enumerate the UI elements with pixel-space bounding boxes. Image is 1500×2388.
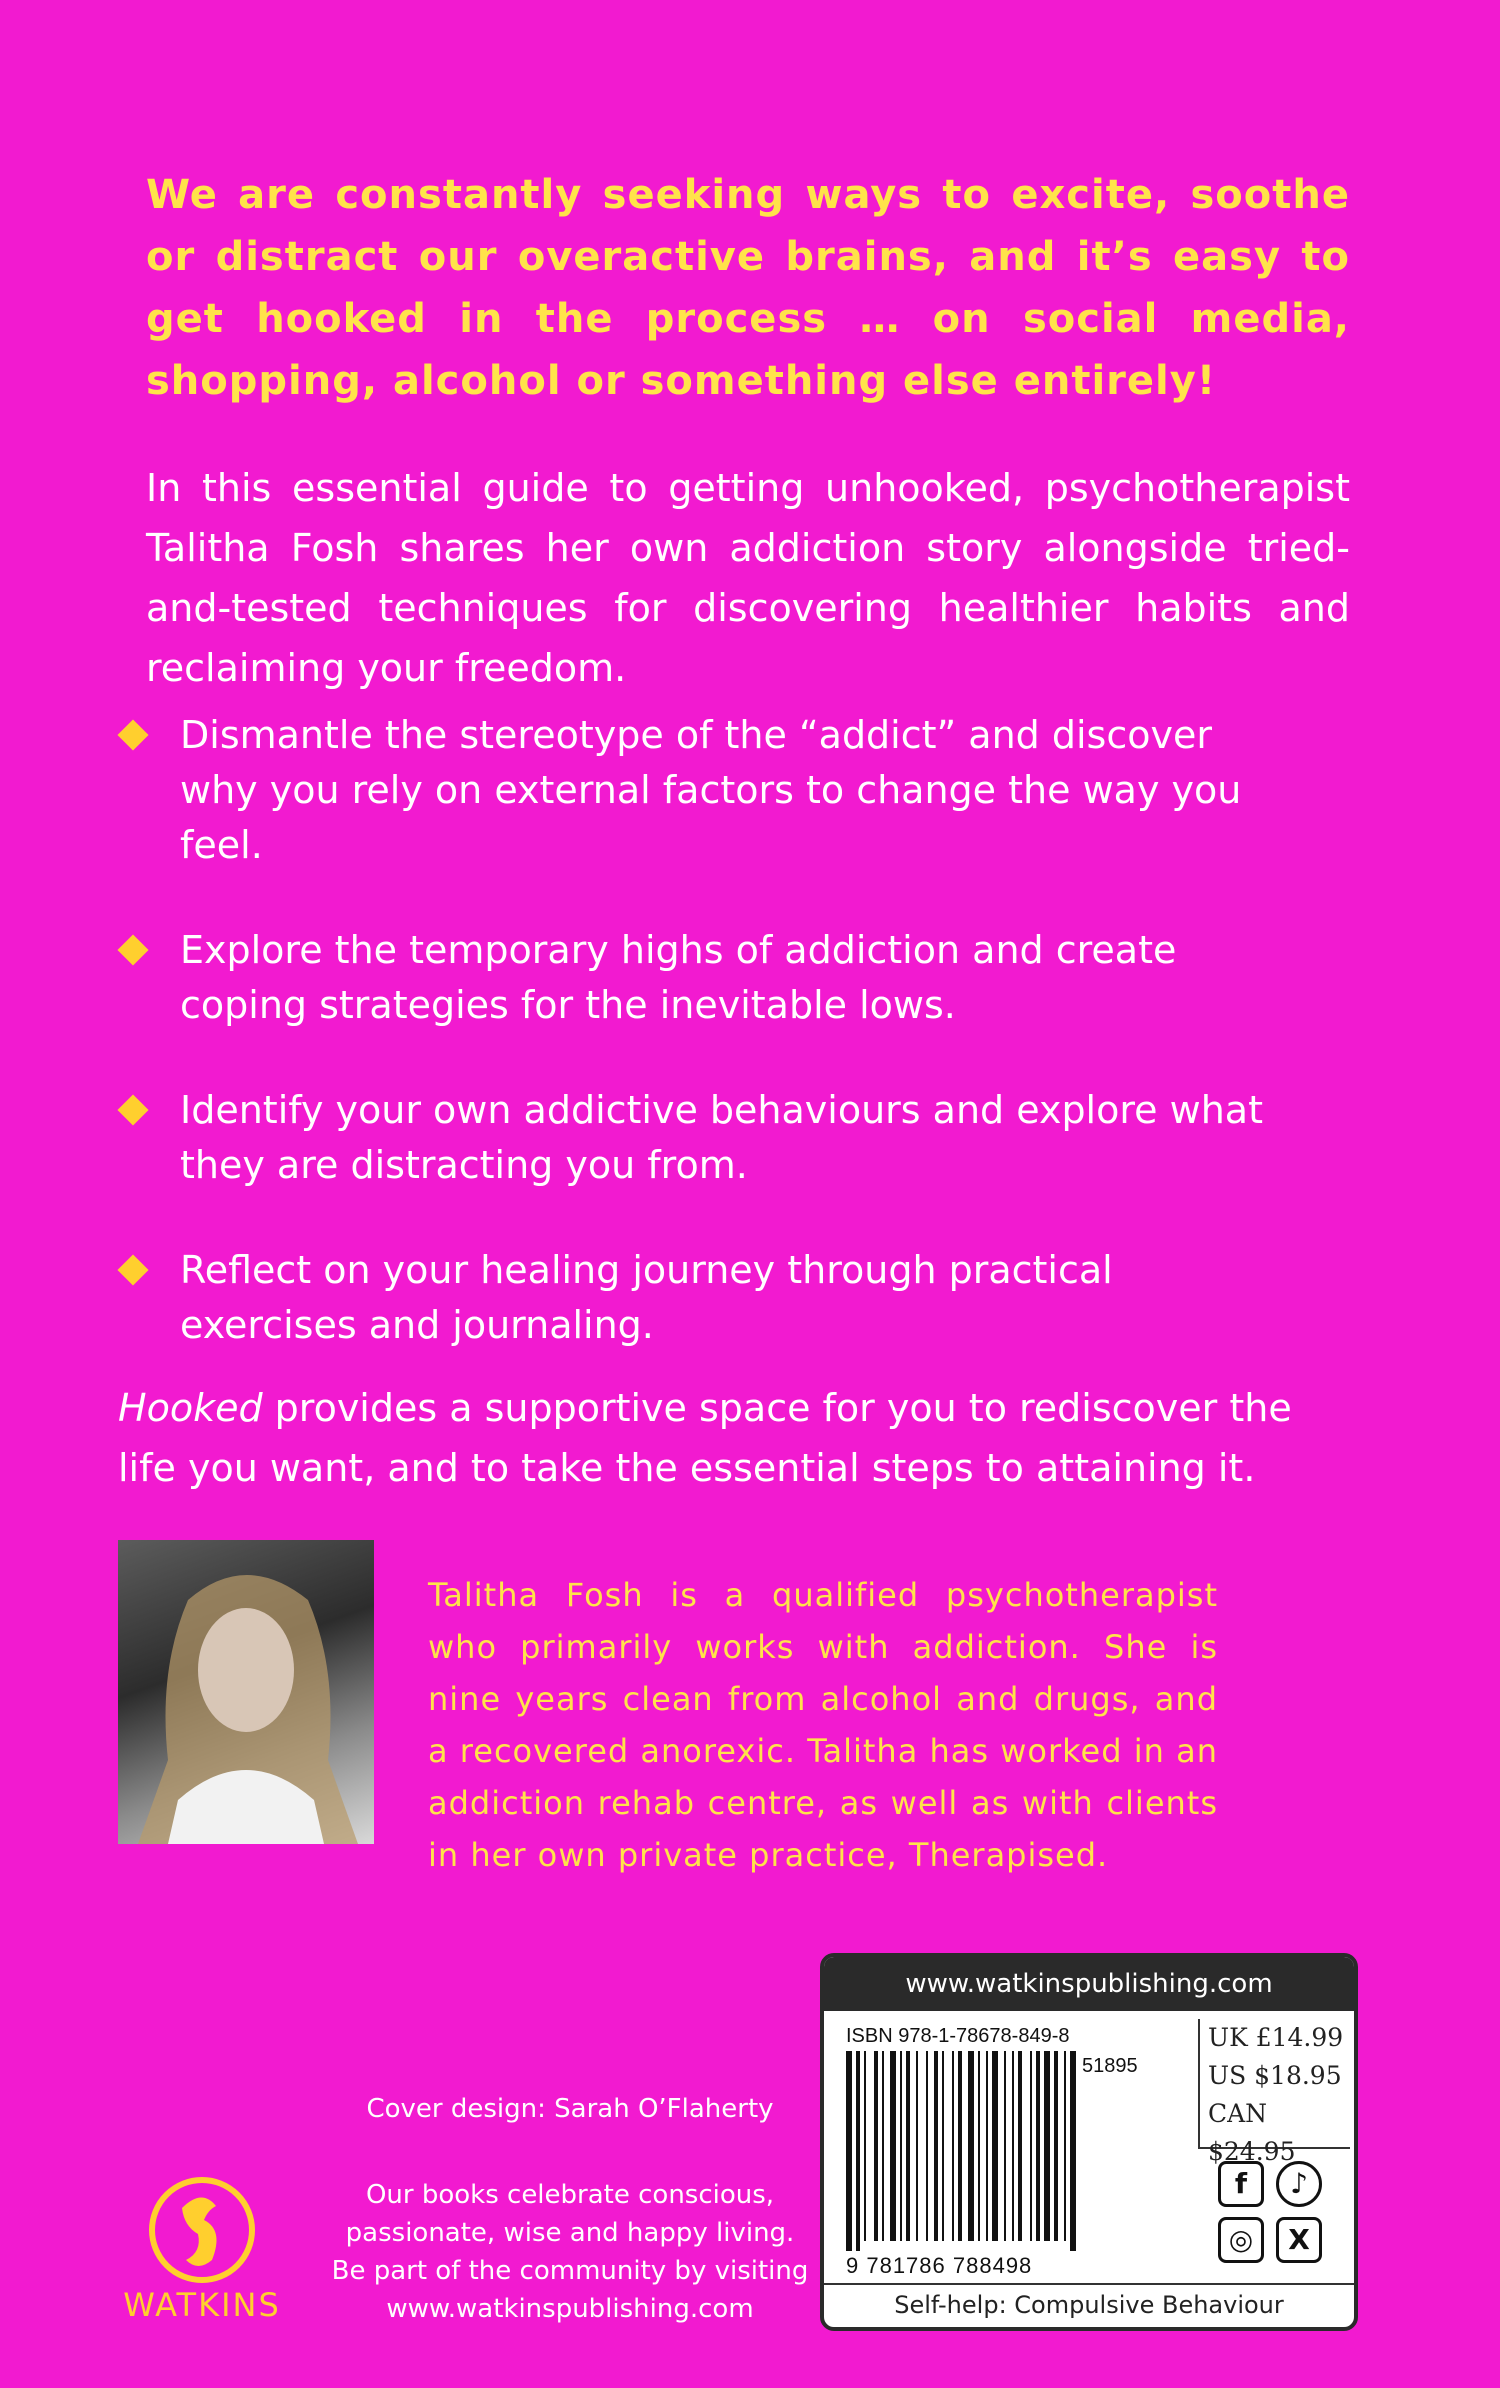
barcode-bar	[890, 2051, 896, 2241]
diamond-bullet-icon	[117, 1254, 148, 1285]
barcode-bar	[916, 2051, 918, 2241]
price-uk: UK £14.99	[1208, 2023, 1344, 2052]
list-item: Identify your own addictive behaviours and explore what they are distracting you from.	[118, 1083, 1298, 1193]
diamond-bullet-icon	[117, 719, 148, 750]
addon-number: 51895	[1082, 2055, 1138, 2077]
list-item: Explore the temporary highs of addiction and create coping strategies for the inevitable lows.	[118, 923, 1298, 1033]
headline-blurb: We are constantly seeking ways to excite, soothe or distract our overactive brains, and it’s easy to get hooked in the process … on social media, shopping, alcohol or something else entirely!	[146, 172, 1350, 404]
barcode-bar	[906, 2051, 910, 2241]
facebook-icon: f	[1218, 2161, 1264, 2207]
barcode-bar	[934, 2051, 938, 2241]
cover-credit: Cover design: Sarah O’Flaherty	[366, 2094, 774, 2124]
barcode-bar	[1030, 2051, 1032, 2241]
barcode-bar	[1054, 2051, 1058, 2241]
publisher-name: WATKINS	[123, 2286, 281, 2324]
barcode-bar	[1012, 2051, 1014, 2241]
price-can: CAN $24.95	[1208, 2099, 1296, 2166]
list-item: Reflect on your healing journey through practical exercises and journaling.	[118, 1243, 1298, 1353]
isbn-number: ISBN 978-1-78678-849-8	[846, 2025, 1070, 2047]
barcode-digits: 9 781786 788498	[846, 2253, 1033, 2278]
barcode-bar	[1070, 2051, 1076, 2251]
barcode-bar	[942, 2051, 944, 2241]
barcode-bar	[958, 2051, 962, 2241]
publisher-url: www.watkinspublishing.com	[824, 1957, 1354, 2011]
community-text: Our books celebrate conscious, passionate, wise and happy living. Be part of the community by visiting www.watkinspublishing.com	[331, 2180, 809, 2324]
book-title: Hooked	[118, 1386, 263, 1430]
diamond-bullet-icon	[117, 934, 148, 965]
barcode-bar	[986, 2051, 988, 2241]
price-us: US $18.95	[1208, 2061, 1342, 2090]
barcode-bar	[882, 2051, 884, 2241]
list-item: Dismantle the stereotype of the “addict” and discover why you rely on external factors to change the way you feel.	[118, 708, 1298, 873]
barcode-bar	[1018, 2051, 1022, 2241]
instagram-icon: ◎	[1218, 2217, 1264, 2263]
price-list	[1198, 2019, 1350, 2166]
diamond-bullet-icon	[117, 1094, 148, 1125]
barcode-bar	[1064, 2051, 1066, 2241]
social-icons	[1214, 2157, 1334, 2267]
author-photo	[118, 1540, 374, 1844]
barcode-bar	[846, 2051, 852, 2251]
barcode-panel	[820, 1953, 1358, 2331]
author-bio: Talitha Fosh is a qualified psychotherapist who primarily works with addiction. She is nine years clean from alcohol and drugs, and a recovered anorexic. Talitha has worked in an addiction rehab centre, as well as with clients in her own private practice, Therapised.	[428, 1576, 1218, 1874]
benefit-list	[118, 708, 1298, 1403]
barcode-bar	[864, 2051, 866, 2241]
barcode-bar	[1004, 2051, 1006, 2241]
intro-paragraph: In this essential guide to getting unhooked, psychotherapist Talitha Fosh shares her own addiction story alongside tried-and-tested techniques for discovering healthier habits and reclaiming your freedom.	[146, 466, 1350, 690]
barcode-bar	[978, 2051, 980, 2241]
barcode-bar	[856, 2051, 860, 2251]
barcode-bar	[1044, 2051, 1050, 2241]
barcode-bar	[952, 2051, 954, 2241]
x-icon: X	[1276, 2217, 1322, 2263]
tiktok-icon: ♪	[1276, 2161, 1322, 2207]
barcode-bar	[1036, 2051, 1040, 2241]
book-category: Self-help: Compulsive Behaviour	[824, 2283, 1354, 2325]
barcode-bar	[992, 2051, 998, 2241]
barcode-bar	[926, 2051, 928, 2241]
barcode-bar	[874, 2051, 878, 2241]
barcode-bars	[846, 2051, 1186, 2251]
closing-paragraph: Hooked provides a supportive space for you to rediscover the life you want, and to take the essential steps to attaining it.	[118, 1386, 1292, 1490]
barcode-bar	[968, 2051, 974, 2241]
barcode-bar	[900, 2051, 902, 2241]
